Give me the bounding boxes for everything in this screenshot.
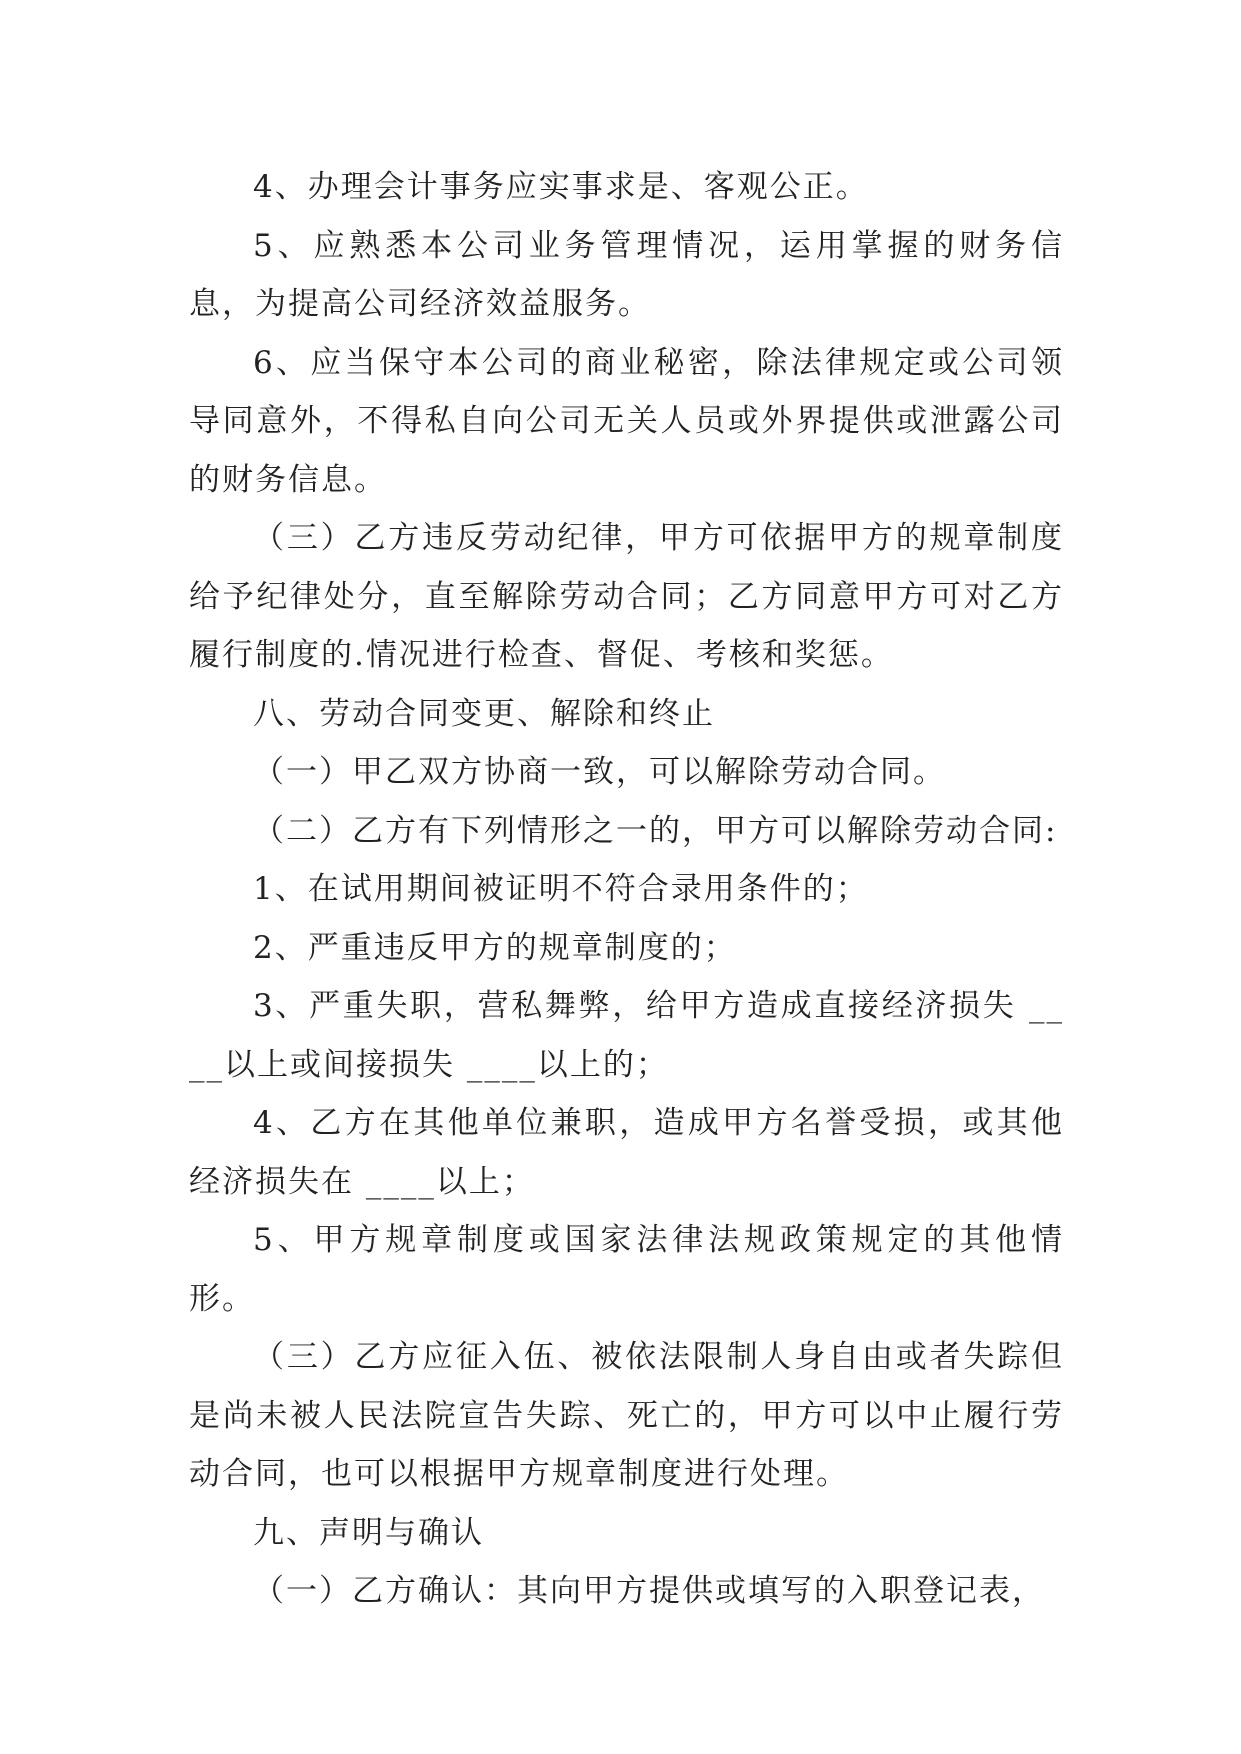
paragraph-item-4-accounting: 4、办理会计事务应实事求是、客观公正。 xyxy=(253,169,869,205)
paragraph-item-6-confidentiality: 6、应当保守本公司的商业秘密，除法律规定或公司领导同意外，不得私自向公司无关人员或外界提供或泄露公司的财务信息。 xyxy=(189,344,1064,498)
list-item-dereliction: 3、严重失职，营私舞弊，给甲方造成直接经济损失 ____以上或间接损失 ____以上的； xyxy=(189,988,1064,1083)
paragraph-discipline: （三）乙方违反劳动纪律，甲方可依据甲方的规章制度给予纪律处分，直至解除劳动合同；乙方同意甲方可对乙方履行制度的.情况进行检查、督促、考核和奖惩。 xyxy=(189,520,1064,673)
list-item-probation: 1、在试用期间被证明不符合录用条件的； xyxy=(253,871,869,907)
paragraph-mutual-termination: （一）甲乙双方协商一致，可以解除劳动合同。 xyxy=(253,754,946,790)
paragraph-suspension: （三）乙方应征入伍、被依法限制人身自由或者失踪但是尚未被人民法院宣告失踪、死亡的，甲方可以中止履行劳动合同，也可以根据甲方规章制度进行处理。 xyxy=(189,1339,1064,1492)
list-item-part-time-job: 4、乙方在其他单位兼职，造成甲方名誉受损，或其他经济损失在 ____以上； xyxy=(189,1105,1064,1200)
paragraph-confirmation: （一）乙方确认：其向甲方提供或填写的入职登记表， xyxy=(253,1573,1045,1609)
section-heading-nine: 九、声明与确认 xyxy=(253,1514,484,1551)
document-body xyxy=(189,158,1064,1621)
list-item-rule-violation: 2、严重违反甲方的规章制度的； xyxy=(253,929,737,966)
paragraph-item-5-business: 5、应熟悉本公司业务管理情况，运用掌握的财务信息，为提高公司经济效益服务。 xyxy=(189,227,1064,322)
section-heading-eight: 八、劳动合同变更、解除和终止 xyxy=(253,695,715,732)
paragraph-termination-conditions: （二）乙方有下列情形之一的，甲方可以解除劳动合同: xyxy=(253,812,1058,849)
list-item-other-cases: 5、甲方规章制度或国家法律法规政策规定的其他情形。 xyxy=(189,1222,1064,1317)
